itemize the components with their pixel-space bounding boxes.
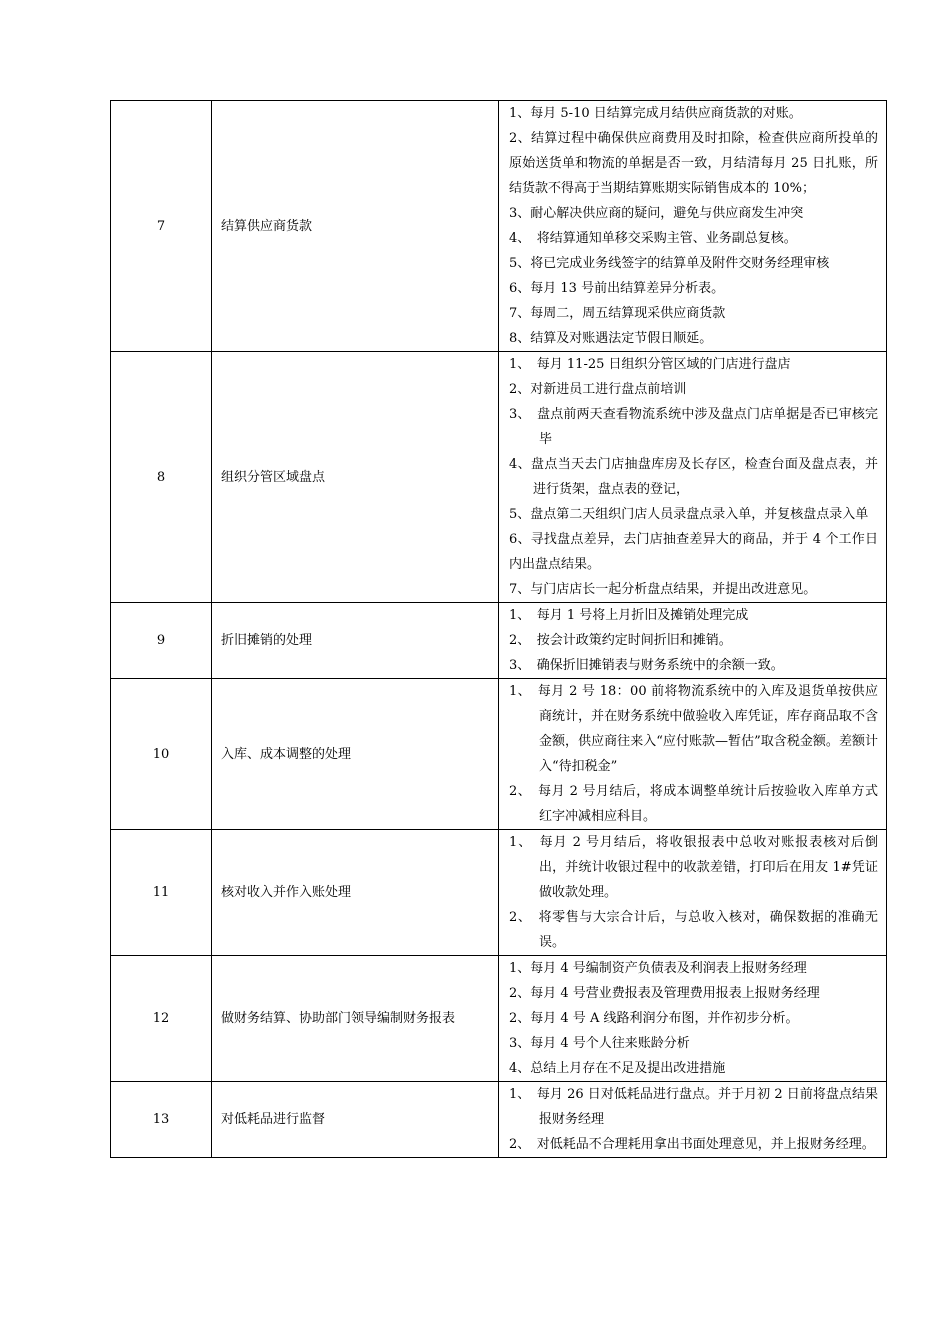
detail-item: 3、 确保折旧摊销表与财务系统中的余额一致。: [509, 658, 784, 673]
detail-item: 4、 将结算通知单移交采购主管、业务副总复核。: [509, 231, 797, 246]
detail-item: 2、每月 4 号 A 线路利润分布图，并作初步分析。: [509, 1011, 799, 1026]
detail-item: 3、耐心解决供应商的疑问，避免与供应商发生冲突: [509, 206, 804, 221]
detail-item: 2、 每月 2 号月结后，将成本调整单统计后按验收入库单方式红字冲减相应科目。: [509, 784, 878, 824]
row-number: 10: [111, 679, 212, 830]
detail-item: 1、每月 5-10 日结算完成月结供应商货款的对账。: [509, 106, 802, 121]
detail-item: 2、结算过程中确保供应商费用及时扣除，检查供应商所投单的原始送货单和物流的单据是否一致，月结清每月 25 日扎账，所结货款不得高于当期结算账期实际销售成本的 10%；: [509, 131, 878, 196]
detail-item: 2、对新进员工进行盘点前培训: [509, 382, 687, 397]
detail-item: 1、每月 4 号编制资产负债表及利润表上报财务经理: [509, 961, 807, 976]
row-number: 9: [111, 603, 212, 679]
detail-item: 6、每月 13 号前出结算差异分析表。: [509, 281, 725, 296]
detail-item: 2、 将零售与大宗合计后，与总收入核对，确保数据的准确无误。: [509, 910, 878, 950]
detail-item: 2、 对低耗品不合理耗用拿出书面处理意见，并上报财务经理。: [509, 1137, 875, 1152]
task-name: 折旧摊销的处理: [212, 603, 499, 679]
row-number: 13: [111, 1082, 212, 1158]
detail-item: 2、每月 4 号营业费报表及管理费用报表上报财务经理: [509, 986, 820, 1001]
task-name: 结算供应商货款: [212, 101, 499, 352]
detail-item: 7、每周二，周五结算现采供应商货款: [509, 306, 726, 321]
task-details: [499, 956, 887, 1082]
detail-item: 4、总结上月存在不足及提出改进措施: [509, 1061, 726, 1076]
task-details: [499, 1082, 887, 1158]
task-name: 核对收入并作入账处理: [212, 830, 499, 956]
detail-item: 8、结算及对账遇法定节假日顺延。: [509, 331, 713, 346]
task-details: [499, 830, 887, 956]
task-details: [499, 679, 887, 830]
detail-item: 6、寻找盘点差异，去门店抽查差异大的商品，并于 4 个工作日内出盘点结果。: [509, 532, 878, 572]
table-row: [111, 1082, 887, 1158]
task-details: [499, 352, 887, 603]
task-name: 组织分管区域盘点: [212, 352, 499, 603]
detail-item: 1、 每月 2 号 18：00 前将物流系统中的入库及退货单按供应商统计，并在财务系统中做验收入库凭证，库存商品取不含金额，供应商往来入“应付账款—暂估”取含税金额。差额计入“待扣税金”: [509, 684, 878, 774]
table-row: [111, 956, 887, 1082]
table-row: [111, 352, 887, 603]
detail-item: 7、与门店店长一起分析盘点结果，并提出改进意见。: [509, 582, 817, 597]
table-row: [111, 830, 887, 956]
detail-item: 1、 每月 11-25 日组织分管区域的门店进行盘店: [509, 357, 791, 372]
task-details: [499, 603, 887, 679]
row-number: 12: [111, 956, 212, 1082]
detail-item: 1、 每月 1 号将上月折旧及摊销处理完成: [509, 608, 749, 623]
detail-item: 2、 按会计政策约定时间折旧和摊销。: [509, 633, 732, 648]
row-number: 7: [111, 101, 212, 352]
row-number: 11: [111, 830, 212, 956]
detail-item: 5、盘点第二天组织门店人员录盘点录入单，并复核盘点录入单: [509, 507, 869, 522]
detail-item: 3、每月 4 号个人往来账龄分析: [509, 1036, 690, 1051]
detail-item: 5、将已完成业务线签字的结算单及附件交财务经理审核: [509, 256, 830, 271]
task-details: [499, 101, 887, 352]
table-row: [111, 101, 887, 352]
detail-item: 4、盘点当天去门店抽盘库房及长存区，检查台面及盘点表，并进行货架，盘点表的登记，: [509, 457, 878, 497]
detail-item: 1、 每月 2 号月结后，将收银报表中总收对账报表核对后倒出，并统计收银过程中的收款差错，打印后在用友 1#凭证做收款处理。: [509, 835, 878, 900]
table-row: [111, 603, 887, 679]
task-table: [110, 100, 887, 1158]
table-row: [111, 679, 887, 830]
detail-item: 3、 盘点前两天查看物流系统中涉及盘点门店单据是否已审核完毕: [509, 407, 878, 447]
table-body: [111, 101, 887, 1158]
task-name: 入库、成本调整的处理: [212, 679, 499, 830]
row-number: 8: [111, 352, 212, 603]
detail-item: 1、 每月 26 日对低耗品进行盘点。并于月初 2 日前将盘点结果报财务经理: [509, 1087, 878, 1127]
task-name: 做财务结算、协助部门领导编制财务报表: [212, 956, 499, 1082]
task-name: 对低耗品进行监督: [212, 1082, 499, 1158]
